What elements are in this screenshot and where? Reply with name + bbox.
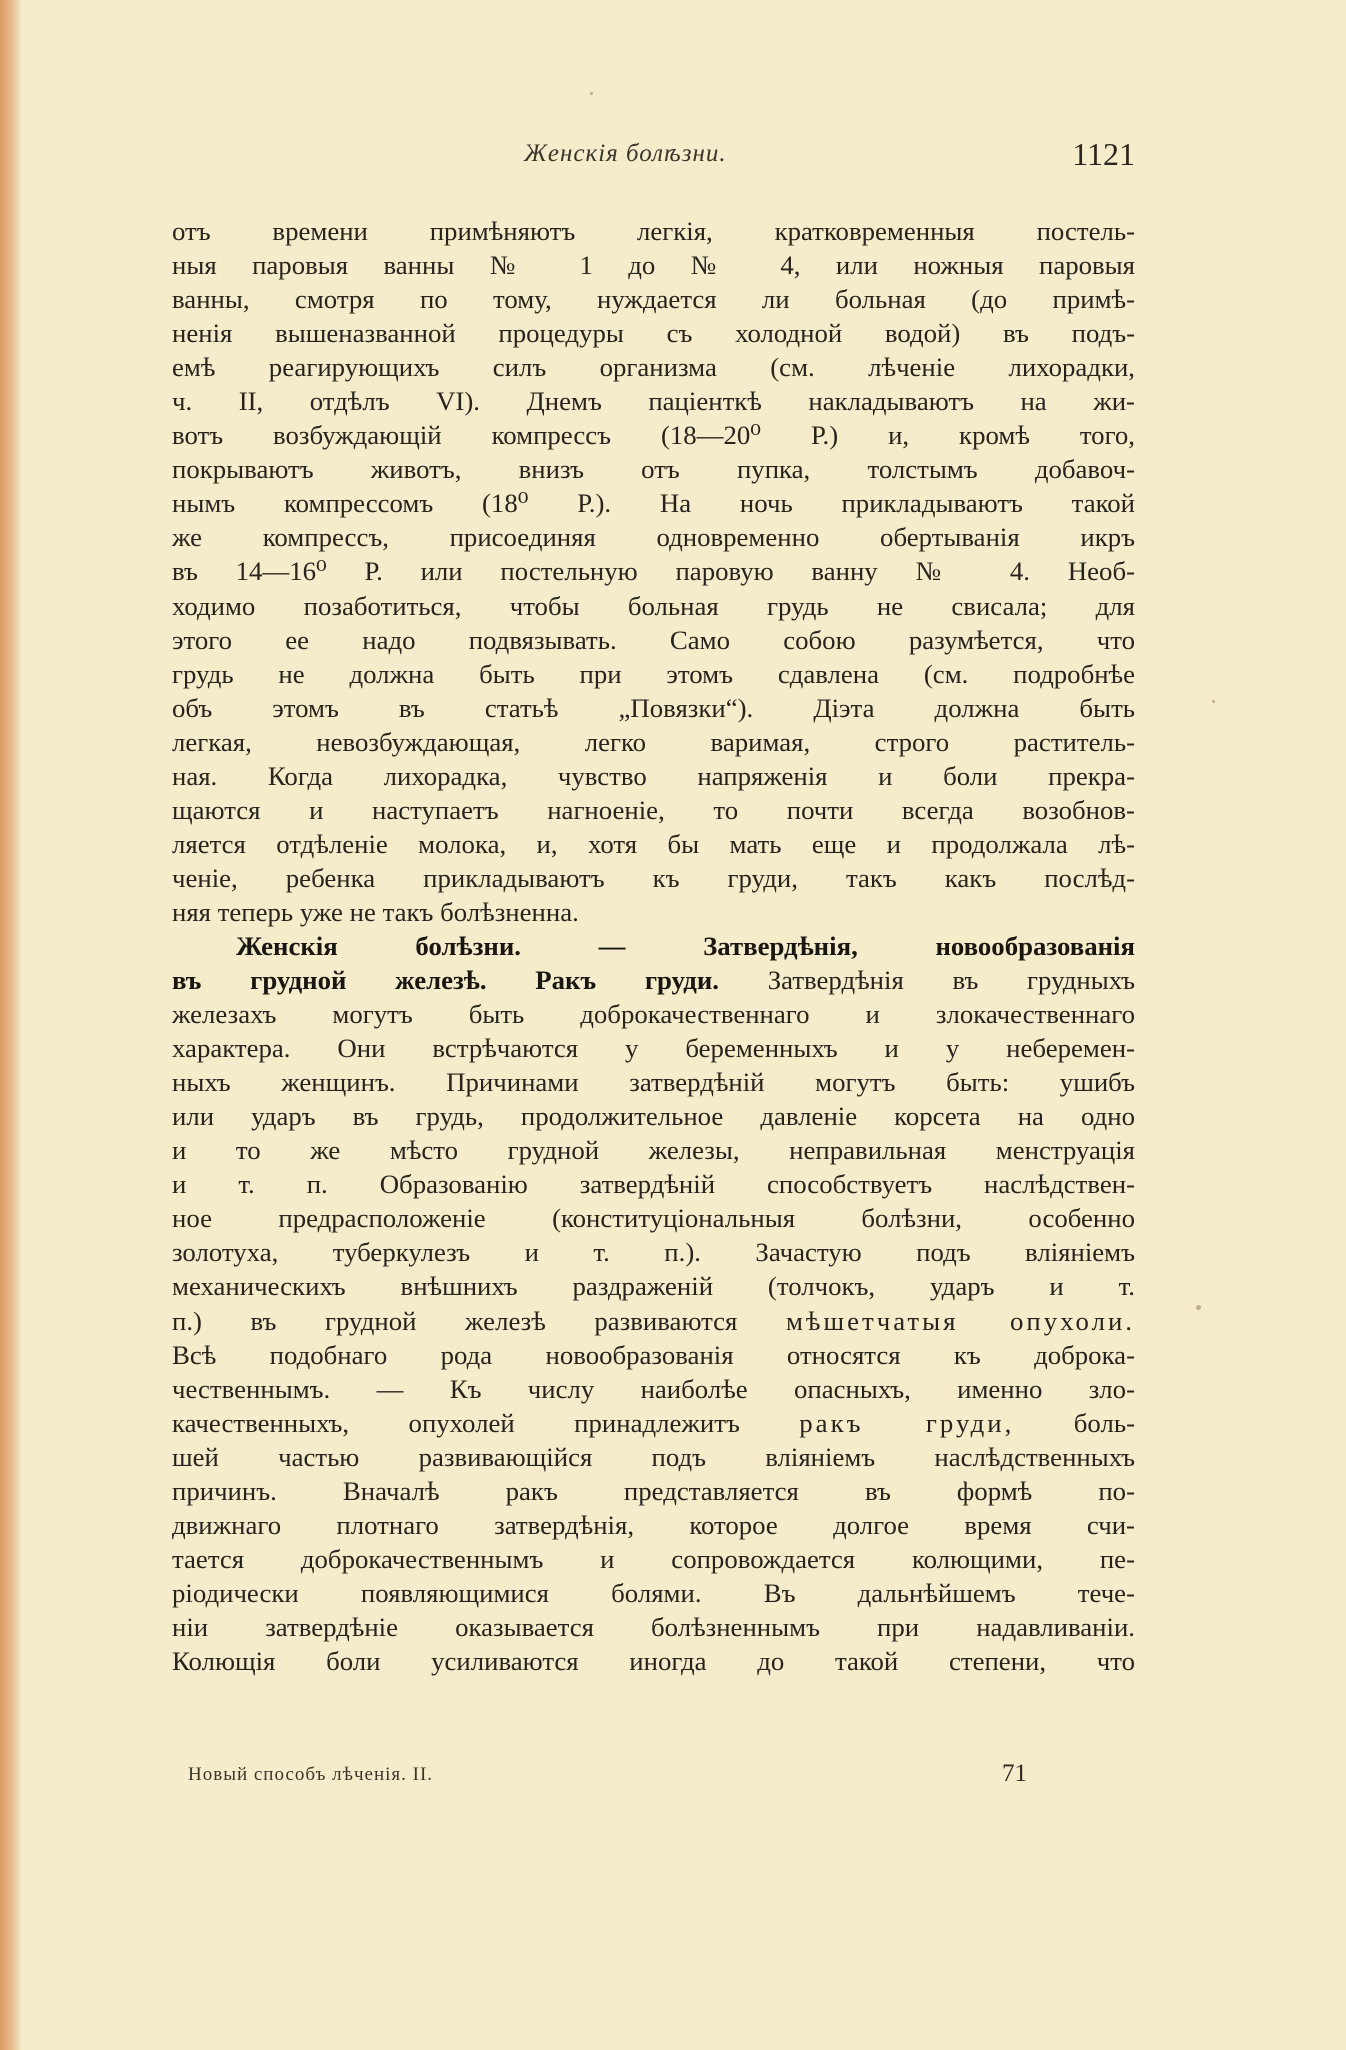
- running-head: [172, 136, 1135, 180]
- text-line: легкая, невозбуждающая, легко варимая, строго раститель-: [172, 726, 1135, 757]
- text-line: движнаго плотнаго затвердѣнія, которое долгое время счи-: [172, 1509, 1135, 1540]
- text-line: железахъ могутъ быть доброкачественнаго и злокачественнаго: [172, 999, 1135, 1030]
- section-text-start: Затвердѣнія въ грудныхъ: [767, 965, 1136, 996]
- text-line: покрываютъ животъ, внизъ отъ пупка, толстымъ добавоч-: [172, 454, 1135, 485]
- text-line: золотуха, туберкулезъ и т. п.). Зачастую подъ вліяніемъ: [172, 1237, 1135, 1268]
- text-line: Всѣ подобнаго рода новообразованія относятся къ доброка-: [172, 1339, 1135, 1370]
- text-line: ванны, смотря по тому, нуждается ли больная (до примѣ-: [172, 284, 1135, 315]
- text-line: этого ее надо подвязывать. Само собою разумѣется, что: [172, 624, 1135, 655]
- text-line: причинъ. Вначалѣ ракъ представляется въ формѣ по-: [172, 1475, 1135, 1506]
- running-head-title: Женскія болѣзни.: [524, 140, 727, 167]
- text-line: грудь не должна быть при этомъ сдавлена (см. подробнѣе: [172, 658, 1135, 689]
- text-line: вотъ возбуждающій компрессъ (18—20⁰ Р.) и, кромѣ того,: [172, 420, 1135, 451]
- text-line: же компрессъ, присоединяя одновременно обертыванія икръ: [172, 522, 1135, 553]
- text-line: ное предрасположеніе (конституціональныя болѣзни, особенно: [172, 1203, 1135, 1234]
- text-line: или ударъ въ грудь, продолжительное давленіе корсета на одно: [172, 1101, 1135, 1132]
- section-heading: [172, 929, 1135, 963]
- body-text: [172, 214, 1135, 1678]
- text-line: емѣ реагирующихъ силъ организма (см. лѣченіе лихорадки,: [172, 352, 1135, 383]
- text-line: ныя паровыя ванны № 1 до № 4, или ножныя паровыя: [172, 250, 1135, 281]
- text-line: ріодически появляющимися болями. Въ дальнѣйшемъ тече-: [172, 1577, 1135, 1608]
- text-line: въ 14—16⁰ Р. или постельную паровую ванну № 4. Необ-: [172, 556, 1135, 587]
- text-line: ная. Когда лихорадка, чувство напряженія и боли прекра-: [172, 760, 1135, 791]
- line-segment: п.) въ грудной железѣ развиваются: [172, 1305, 738, 1336]
- spaced-term: мѣшетчатыя опухоли.: [785, 1305, 1135, 1336]
- text-line: шей частью развивающійся подъ вліяніемъ наслѣдственныхъ: [172, 1441, 1135, 1472]
- text-line: нымъ компрессомъ (18⁰ Р.). На ночь прикладываютъ такой: [172, 488, 1135, 519]
- text-line: механическихъ внѣшнихъ раздраженій (толчокъ, ударъ и т.: [172, 1271, 1135, 1302]
- page-footer: [172, 1760, 1135, 1800]
- text-line: ч. II, отдѣлъ VI). Днемъ паціенткѣ накладываютъ на жи-: [172, 386, 1135, 417]
- line-segment: боль-: [1073, 1407, 1135, 1438]
- text-line: объ этомъ въ статьѣ „Повязки“). Діэта должна быть: [172, 692, 1135, 723]
- ink-speck: [1212, 700, 1215, 703]
- section-heading-line2: [172, 963, 1135, 997]
- text-line: ченіе, ребенка прикладываютъ къ груди, такъ какъ послѣд-: [172, 862, 1135, 893]
- text-line: ныхъ женщинъ. Причинами затвердѣній могутъ быть: ушибъ: [172, 1067, 1135, 1098]
- text-line: характера. Они встрѣчаются у беременныхъ и у неберемен-: [172, 1033, 1135, 1064]
- ink-speck: [1196, 1305, 1201, 1310]
- text-line: ненія вышеназванной процедуры съ холодной водой) въ подъ-: [172, 318, 1135, 349]
- text-line: [172, 1406, 1135, 1440]
- signature-mark: Новый способъ лѣченія. II.: [188, 1764, 434, 1785]
- line-segment: качественныхъ, опухолей принадлежитъ: [172, 1407, 740, 1438]
- text-line: ходимо позаботиться, чтобы больная грудь не свисала; для: [172, 590, 1135, 621]
- page-edge-stain: [0, 0, 22, 2050]
- spaced-term: ракъ груди,: [799, 1407, 1015, 1438]
- sheet-number: 71: [1002, 1760, 1027, 1787]
- text-line: няя теперь уже не такъ болѣзненна.: [172, 896, 579, 927]
- book-page: [172, 0, 1135, 2050]
- section-heading-title: въ грудной железѣ. Ракъ груди.: [172, 965, 719, 996]
- text-line: чественнымъ. — Къ числу наиболѣе опасныхъ, именно зло-: [172, 1373, 1135, 1404]
- text-line: и т. п. Образованію затвердѣній способствуетъ наслѣдствен-: [172, 1169, 1135, 1200]
- text-line: Колющія боли усиливаются иногда до такой степени, что: [172, 1645, 1135, 1676]
- page-number: 1121: [1072, 136, 1135, 172]
- text-line: [172, 1304, 1135, 1338]
- text-line: ніи затвердѣніе оказывается болѣзненнымъ при надавливаніи.: [172, 1611, 1135, 1642]
- text-line: отъ времени примѣняютъ легкія, кратковременныя постель-: [172, 216, 1135, 246]
- text-line: тается доброкачественнымъ и сопровождается колющими, пе-: [172, 1543, 1135, 1574]
- text-line: и то же мѣсто грудной железы, неправильная менструація: [172, 1135, 1135, 1166]
- text-line: ляется отдѣленіе молока, и, хотя бы мать еще и продолжала лѣ-: [172, 828, 1135, 859]
- section-heading-line1: Женскія болѣзни. — Затвердѣнія, новообразованія: [236, 930, 1135, 961]
- text-line: щаются и наступаетъ нагноеніе, то почти всегда возобнов-: [172, 794, 1135, 825]
